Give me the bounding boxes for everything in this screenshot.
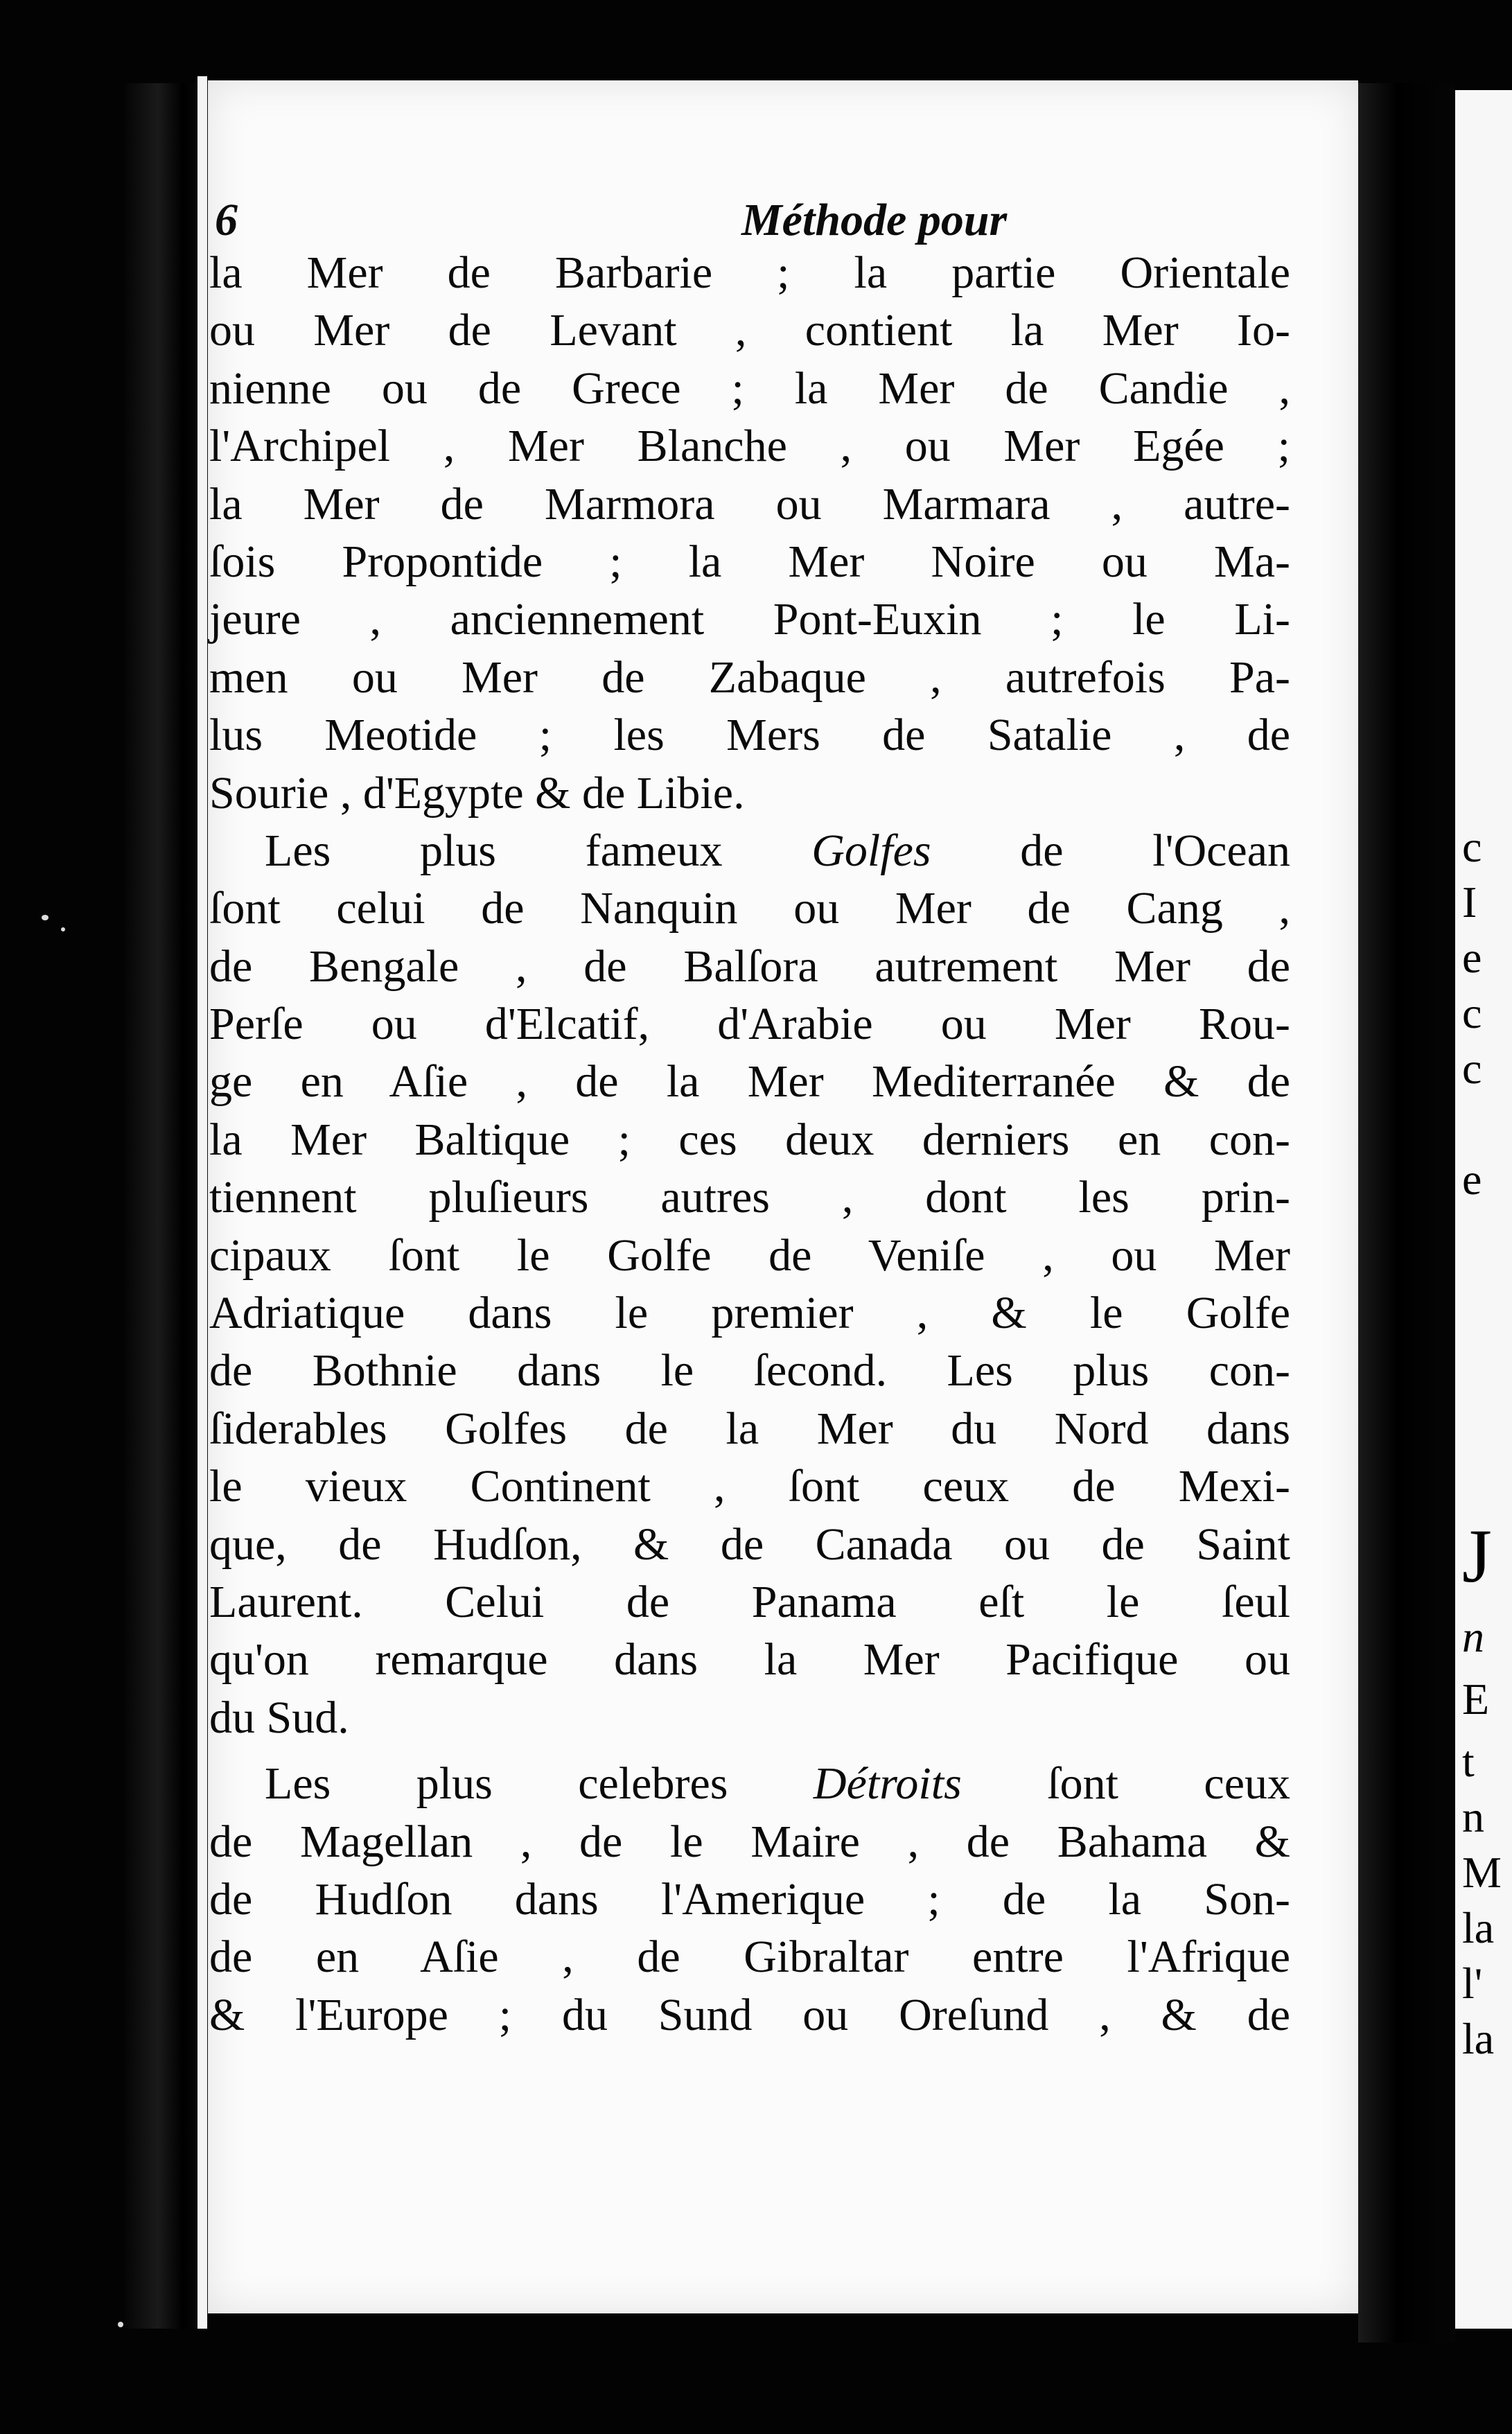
text-line: le vieux Continent , ſont ceux de Mexi- — [209, 1461, 1290, 1512]
text-line: cipaux ſont le Golfe de Veniſe , ou Mer — [209, 1229, 1290, 1281]
text-line: lus Meotide ; les Mers de Satalie , de — [209, 710, 1290, 761]
text-fragment: de l'Ocean — [1020, 825, 1291, 876]
facing-page-fragment: E — [1462, 1674, 1490, 1724]
facing-page-fragment: n — [1462, 1792, 1484, 1841]
text-line: men ou Mer de Zabaque , autrefois Pa- — [209, 651, 1290, 703]
text-line: Laurent. Celui de Panama eſt le ſeul — [209, 1576, 1290, 1627]
text-line: Adriatique dans le premier , & le Golfe — [209, 1288, 1290, 1339]
text-fragment: Les plus celebres — [265, 1758, 728, 1810]
page-number: 6 — [215, 195, 238, 245]
facing-page-fragment: t — [1462, 1737, 1475, 1786]
text-line: de Magellan , de le Maire , de Bahama & — [209, 1816, 1290, 1867]
body-text — [209, 244, 1290, 2044]
facing-page-fragment: la — [1462, 2014, 1495, 2063]
facing-page-fragment: J — [1462, 1514, 1492, 1598]
facing-page-fragment: e — [1462, 933, 1482, 982]
text-fragment: Les plus fameux — [265, 825, 723, 876]
text-line: & l'Europe ; du Sund ou Oreſund , & de — [209, 1989, 1290, 2040]
text-line: Sourie , d'Egypte & de Libie. — [209, 767, 745, 818]
text-line: ſois Propontide ; la Mer Noire ou Ma- — [209, 536, 1290, 587]
text-line: de Bengale , de Balſora autrement Mer de — [209, 940, 1290, 992]
facing-page-fragment: l' — [1462, 1959, 1483, 2008]
facing-page-fragment: c — [1462, 822, 1482, 871]
facing-page-fragment: c — [1462, 988, 1482, 1037]
book-left-edge — [125, 83, 208, 2329]
paragraph-gap — [209, 1746, 1290, 1755]
text-line — [209, 822, 1290, 879]
scan-speck — [118, 2322, 123, 2327]
text-line: la Mer Baltique ; ces deux derniers en con- — [209, 1114, 1290, 1165]
page-stack-edge — [197, 76, 207, 2329]
text-line: nienne ou de Grece ; la Mer de Candie , — [209, 362, 1290, 414]
text-line: que, de Hudſon, & de Canada ou de Saint — [209, 1518, 1290, 1570]
italic-term: Golfes — [811, 825, 931, 876]
text-line: tiennent pluſieurs autres , dont les prin- — [209, 1172, 1290, 1223]
book-gutter — [1358, 83, 1455, 2343]
text-line: l'Archipel , Mer Blanche , ou Mer Egée ; — [209, 421, 1290, 472]
facing-page-strip — [1455, 90, 1512, 2329]
text-line: ſiderables Golfes de la Mer du Nord dans — [209, 1403, 1290, 1454]
text-line: ſont celui de Nanquin ou Mer de Cang , — [209, 883, 1290, 934]
scan-speck — [61, 927, 65, 931]
text-line: de en Aſie , de Gibraltar entre l'Afrique — [209, 1932, 1290, 1983]
facing-page-fragment: la — [1462, 1903, 1495, 1952]
facing-page-fragment: c — [1462, 1044, 1482, 1093]
text-line: de Hudſon dans l'Amerique ; de la Son- — [209, 1873, 1290, 1925]
facing-page-fragment: I — [1462, 877, 1477, 927]
text-line: Perſe ou d'Elcatif, d'Arabie ou Mer Rou- — [209, 999, 1290, 1050]
facing-page-fragment: M — [1462, 1848, 1502, 1897]
italic-term: Détroits — [813, 1758, 962, 1810]
text-line: de Bothnie dans le ſecond. Les plus con- — [209, 1345, 1290, 1397]
running-title: Méthode pour — [741, 195, 1008, 245]
text-line: jeure , anciennement Pont-Euxin ; le Li- — [209, 594, 1290, 645]
text-line: ou Mer de Levant , contient la Mer Io- — [209, 305, 1290, 356]
text-fragment: ſont ceux — [1047, 1758, 1290, 1810]
scan-speck — [42, 915, 49, 920]
text-line — [209, 1755, 1290, 1812]
text-line: du Sud. — [209, 1692, 349, 1743]
text-line: la Mer de Barbarie ; la partie Orientale — [209, 247, 1290, 298]
facing-page-fragment: e — [1462, 1155, 1482, 1204]
text-line: ge en Aſie , de la Mer Mediterranée & de — [209, 1056, 1290, 1107]
text-line: la Mer de Marmora ou Marmara , autre- — [209, 478, 1290, 529]
facing-page-fragment: n — [1462, 1612, 1484, 1661]
text-line: qu'on remarque dans la Mer Pacifique ou — [209, 1634, 1290, 1686]
